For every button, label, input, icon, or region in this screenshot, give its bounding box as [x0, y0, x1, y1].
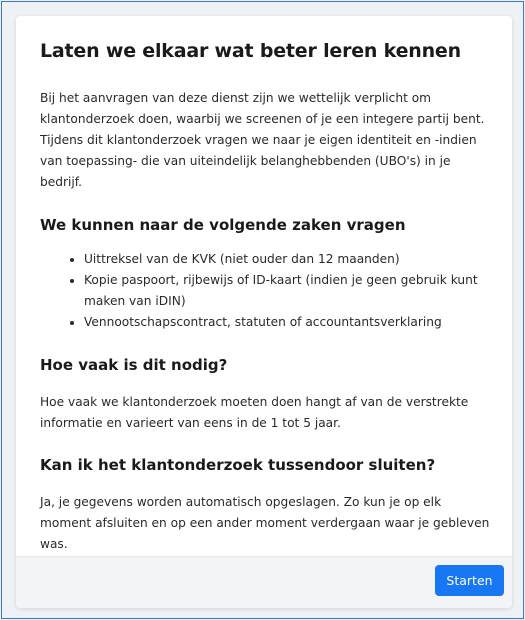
intro-text: Bij het aanvragen van deze dienst zijn we wettelijk verplicht om klantonderzoek doen, waarbij we screenen of je een integere partij bent. Tijdens dit klantonderzoek vragen we naar je eigen identiteit en -indien van toepassing- die van uiteindelijk belanghebbenden (UBO's) in je bedrijf. — [40, 91, 485, 189]
close-text: Ja, je gegevens worden automatisch opgeslagen. Zo kun je op elk moment afsluiten en op een ander moment verdergaan waar je gebleven was. — [40, 495, 490, 551]
close-heading: Kan ik het klantonderzoek tussendoor sluiten? — [40, 456, 436, 474]
list-item: • Vennootschapscontract, statuten of accountantsverklaring — [84, 312, 495, 333]
start-button[interactable]: Starten — [435, 565, 504, 596]
frequency-heading: Hoe vaak is dit nodig? — [40, 356, 228, 374]
frequency-text: Hoe vaak we klantonderzoek moeten doen hangt af van de verstrekte informatie en varieert van eens in de 1 tot 5 jaar. — [40, 395, 469, 430]
card-footer — [16, 556, 512, 608]
documents-heading: We kunnen naar de volgende zaken vragen — [40, 216, 406, 234]
list-item: • Kopie paspoort, rijbewijs of ID-kaart (indien je geen gebruik kunt maken van iDIN) — [84, 270, 495, 312]
documents-list — [40, 249, 495, 333]
kyc-intro-card — [16, 16, 512, 608]
list-item: • Uittreksel van de KVK (niet ouder dan 12 maanden) — [84, 249, 495, 270]
window-frame — [1, 1, 524, 619]
page-title: Laten we elkaar wat beter leren kennen — [40, 40, 461, 62]
card-content — [40, 38, 495, 555]
